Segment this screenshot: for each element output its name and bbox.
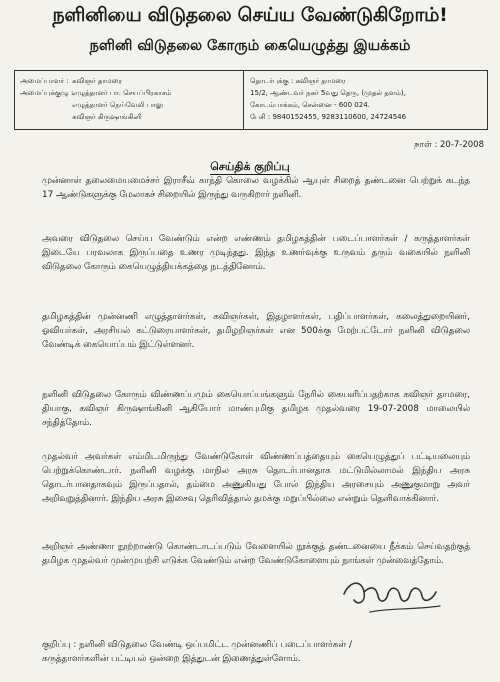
- contact-line: தொடர்புக்கு : கவிஞர் தாமரை: [250, 77, 346, 85]
- paragraph-3: தமிழகத்தின் முன்னணி எழுத்தாளர்கள், கவிஞர்கள், இதழாளர்கள், பதிப்பாளர்கள், கலைத்துறையினர், ஓவியர்கள், அரசியல் கட்டுரையாளர்கள், தமிழறிஞர்கள் என 500க்கு மேற்பட்டோர் நளினி விடுதலை வேண்டிக் கையொப்பம் இட்டுள்ளனர்.: [42, 312, 470, 350]
- handwritten-signature: [340, 572, 450, 622]
- heading: [0, 160, 500, 175]
- contact-line: கோடம்பாக்கம், சென்னை - 600 024.: [250, 101, 370, 109]
- paragraph-1: முன்னாள் தலைமையமைச்சர் இராசீவ் காந்தி கொலை வழக்கில் ஆயுள் சிறைத் தண்டனை பெற்றுக் கடந்த 17 ஆண்டுகளுக்கு மேலாகச் சிறையில் இருந்து வருகிறார் நளினி.: [42, 176, 470, 200]
- contact-box: [14, 70, 488, 130]
- organizer-label: அமைப்புக்குழு :: [20, 89, 74, 97]
- organizer-row: [20, 75, 238, 87]
- paragraph-5: முதல்வர் அவர்கள் எம்மிடமிருந்து வேண்டுகோள் விண்ணப்பத்தையும் கையெழுத்துப் பட்டியலையும் பெற்றுக்கொண்டார். நளினி வழக்கு மாநில அரசு தொடர்பானதாக மட்டுமில்லாமல் இந்திய அரசு தொடர்பானதாகவும் இருப்பதால், தம்மை அணுகியது போல் இந்திய அரசையும் அணுகுமாறு அவர் அறிவுறுத்தினார். இந்திய அரசு இசைவு தெரிவித்தால் தமக்கு மறுப்பில்லை என்றும் தெளிவாக்கினார்.: [42, 452, 470, 504]
- contact-block: [244, 71, 487, 129]
- paragraph-6: அறிஞர் அண்ணா நூற்றாண்டு கொண்டாடப்படும் வேளையில் நூக்குத் தண்டனையை நீக்கம் செய்வதற்குத் தமிழக முதல்வர் முன்முயற்சி எடுக்க வேண்டும் என்ற வேண்டுகோளையும் நாங்கள் முன்வைத்தோம்.: [42, 542, 470, 566]
- footnote-line: கருத்தாளர்களின் பட்டியல் ஒன்றை இத்துடன் இணைத்துள்ளோம்.: [42, 654, 301, 664]
- contact-line: பேசி : 9840152455, 9283110600, 24724546: [250, 113, 407, 121]
- organizer-value: எழுத்தாளர் நெய்வேலி பாலு: [72, 101, 163, 109]
- organizer-label: [20, 99, 72, 111]
- footnote: [42, 638, 482, 666]
- organizer-row: [20, 87, 238, 99]
- organizer-value: கவிஞர் கிருஷாங்கினி: [72, 113, 142, 121]
- organizer-label: [20, 111, 72, 123]
- paragraph-2: அவரை விடுதலை செய்ய வேண்டும் என்ற எண்ணம் தமிழகத்தின் படைப்பாளர்கள் / கருத்தாளர்கள் இடையே பரவலாக இருப்பதை உணர முடிந்தது. இந்த உணர்வுக்கு உருவம் தரும் வகையில் நளினி விடுதலை கோரும் கையெழுத்தியக்கத்தை நடத்தினோம்.: [42, 234, 470, 272]
- organizer-row: [20, 99, 238, 111]
- organizer-row: [20, 111, 238, 123]
- banner-title: நளினியை விடுதலை செய்ய வேண்டுகிறோம்!: [52, 4, 448, 26]
- date: நாள் : 20-7-2008: [414, 140, 484, 150]
- contact-line: 15/2, ஆண்டவர் நகர் 5வது தெரு, (முதல் தளம்),: [250, 89, 406, 97]
- heading-text: செய்திக் குறிப்பு: [210, 160, 290, 173]
- organizer-value: எழுத்தாளர் பா. செயப்பிரகாசம்: [72, 89, 172, 97]
- organizers-block: [15, 71, 244, 129]
- organizer-value: கவிஞர் தாமரை: [72, 77, 122, 85]
- subtitle: நளினி விடுதலை கோரும் கையெழுத்து இயக்கம்: [89, 38, 411, 54]
- organizer-label: அமைப்பாளர் :: [20, 77, 69, 85]
- paragraph-4: நளினி விடுதலை கோரும் விண்ணப்பமும் கையொப்பங்களும் நேரில் கையளிப்பதற்காக கவிஞர் தாமரை, தியாகு, கவிஞர் கிருஷாங்கினி ஆகியோர் மாண்புமிகு தமிழக முதல்வரை 19-07-2008 மாலையில் சந்தித்தோம்.: [42, 390, 470, 428]
- footnote-line: குறிப்பு : நளினி விடுதலை வேண்டி ஒப்பமிட்ட முன்னணிப் படைப்பாளர்கள் /: [42, 640, 352, 650]
